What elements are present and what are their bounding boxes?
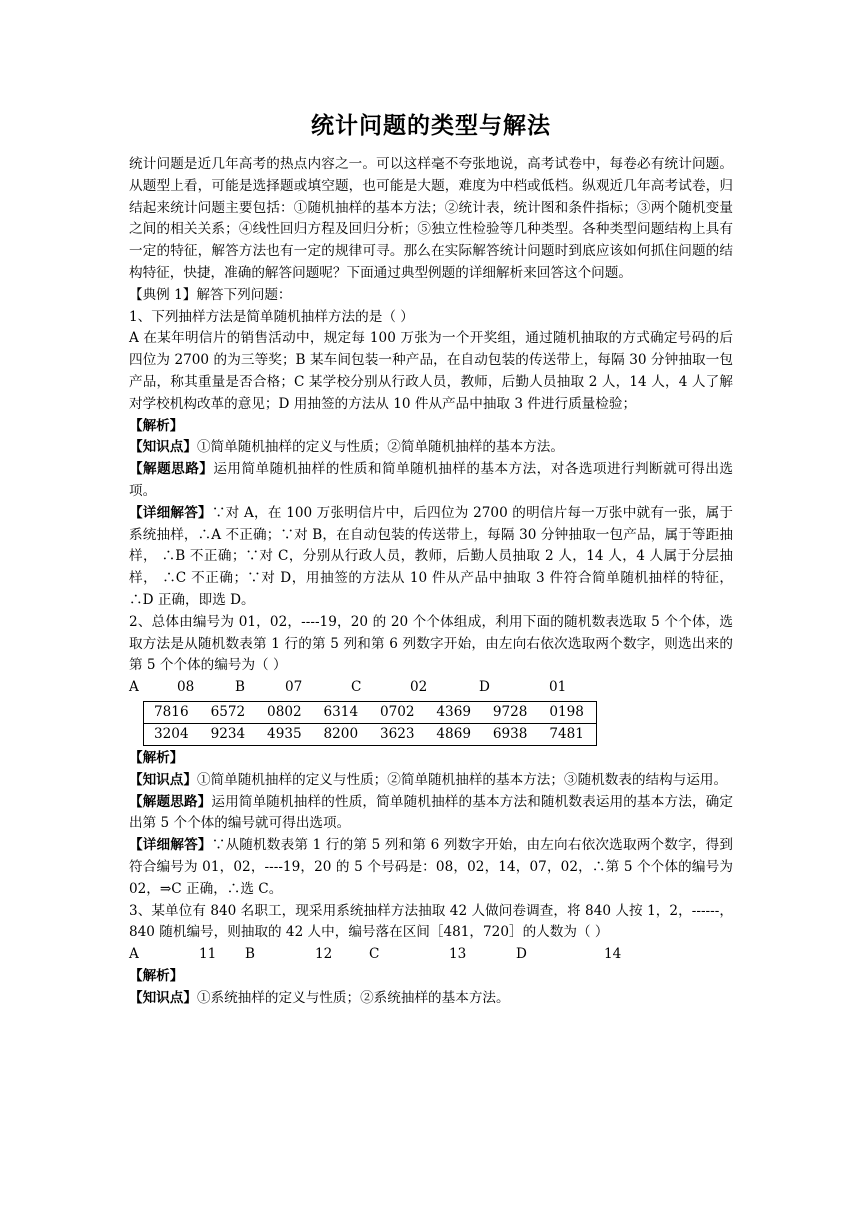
q1-idea-label: 【解题思路】 bbox=[129, 461, 214, 478]
table-cell: 9234 bbox=[210, 725, 246, 742]
table-cell: 6938 bbox=[492, 725, 528, 742]
table-cell: 7816 bbox=[144, 701, 201, 723]
table-cell: 0702 bbox=[370, 701, 426, 723]
table-row bbox=[144, 701, 597, 723]
q2-option-value-d: 01 bbox=[549, 679, 567, 696]
q3-option-value-d: 14 bbox=[604, 946, 622, 963]
table-cell: 7481 bbox=[549, 725, 584, 742]
document-page bbox=[129, 104, 733, 1009]
q2-knowledge-point bbox=[129, 770, 733, 792]
q3-analysis-heading: 【解析】 bbox=[129, 967, 184, 984]
q2-option-value-a: 08 bbox=[177, 679, 195, 696]
q2-options bbox=[129, 677, 733, 699]
q2-solution-idea bbox=[129, 792, 733, 836]
table-cell: 9728 bbox=[483, 701, 539, 723]
table-cell: 3204 bbox=[154, 725, 189, 742]
q2-option-value-c: 02 bbox=[410, 679, 428, 696]
table-cell: 0198 bbox=[539, 701, 596, 723]
table-cell: 3623 bbox=[379, 725, 415, 742]
q2-option-letter-c: C bbox=[351, 679, 362, 696]
q2-idea-text: 运用简单随机抽样的性质，简单随机抽样的基本方法和随机数表运用的基本方法，确定出第 5 个个体的编号就可得出选项。 bbox=[129, 793, 734, 832]
q1-detailed-answer bbox=[129, 503, 733, 612]
q3-option-letter-d: D bbox=[516, 946, 527, 963]
q1-analysis-heading: 【解析】 bbox=[129, 417, 184, 434]
document-title: 统计问题的类型与解法 bbox=[311, 113, 551, 139]
q3-option-value-a: 11 bbox=[199, 946, 217, 963]
q3-knowledge-text: ①系统抽样的定义与性质；②系统抽样的基本方法。 bbox=[196, 989, 510, 1006]
q1-knowledge-point bbox=[129, 437, 733, 459]
q2-option-letter-b: B bbox=[235, 679, 245, 696]
q1-stem: 1、下列抽样方法是简单随机抽样方法的是（ ） bbox=[129, 308, 414, 325]
q2-answer-label: 【详细解答】 bbox=[129, 837, 212, 854]
q2-option-letter-d: D bbox=[479, 679, 490, 696]
q3-option-value-c: 13 bbox=[449, 946, 467, 963]
q3-option-letter-a: A bbox=[129, 946, 139, 963]
q1-answer-label: 【详细解答】 bbox=[129, 504, 212, 521]
q1-idea-text: 运用简单随机抽样的性质和简单随机抽样的基本方法，对各选项进行判断就可得出选项。 bbox=[129, 461, 733, 499]
q3-option-letter-c: C bbox=[369, 946, 380, 963]
q3-option-value-b: 12 bbox=[315, 946, 333, 963]
table-cell: 0802 bbox=[257, 701, 313, 723]
q1-knowledge-text: ①简单随机抽样的定义与性质；②简单随机抽样的基本方法。 bbox=[196, 439, 564, 456]
q2-knowledge-label: 【知识点】 bbox=[129, 771, 197, 788]
q3-options bbox=[129, 944, 733, 966]
intro-paragraph: 统计问题是近几年高考的热点内容之一。可以这样毫不夸张地说，高考试卷中，每卷必有统计问题。从题型上看，可能是选择题或填空题，也可能是大题，难度为中档或低档。纵观近几年高考试卷，归结起来统计问题主要包括：①随机抽样的基本方法；②统计表，统计图和条件指标；③两个随机变量之间的相关关系；④线性回归方程及回归分析；⑤独立性检验等几种类型。各种类型问题结构上具有一定的特征，解答方法也有一定的规律可寻。那么在实际解答统计问题时到底应该如何抓住问题的结构特征，快捷，准确的解答问题呢？下面通过典型例题的详细解析来回答这个问题。 bbox=[129, 156, 733, 281]
q1-text: A 在某年明信片的销售活动中，规定每 100 万张为一个开奖组，通过随机抽取的方式确定号码的后四位为 2700 的为三等奖；B 某车间包装一种产品，在自动包装的传送带上，每隔 30 分钟抽取一包产品，称其重量是否合格；C 某学校分别从行政人员，教师，后勤人员抽取 2 人，14 人，4 人了解对学校机构改革的意见；D 用抽签的方法从 10 件从产品中抽取 3 件进行质量检验； bbox=[129, 330, 733, 412]
q2-stem: 2、总体由编号为 01，02，----19，20 的 20 个个体组成，利用下面的随机数表选取 5 个个体，选取方法是从随机数表第 1 行的第 5 列和第 6 列数字开始，由左向右依次选取两个数字，则选出来的第 5 个个体的编号为（ ） bbox=[129, 613, 733, 674]
table-cell: 6572 bbox=[201, 701, 257, 723]
random-number-table bbox=[143, 701, 597, 746]
table-row bbox=[144, 723, 597, 745]
table-cell: 6314 bbox=[314, 701, 370, 723]
table-cell: 4869 bbox=[436, 725, 472, 742]
q3-option-letter-b: B bbox=[245, 946, 255, 963]
q3-knowledge-label: 【知识点】 bbox=[129, 989, 197, 1006]
q3-knowledge-point bbox=[129, 988, 733, 1010]
q1-knowledge-label: 【知识点】 bbox=[129, 439, 197, 456]
q2-option-letter-a: A bbox=[129, 679, 139, 696]
table-cell: 8200 bbox=[323, 725, 359, 742]
q3-stem: 3、某单位有 840 名职工，现采用系统抽样方法抽取 42 人做问卷调查，将 840 人按 1，2，------，840 随机编号，则抽取的 42 人中，编号落在区间［481，720］的人数为（ ） bbox=[129, 902, 733, 941]
q1-answer-text: ∵对 A，在 100 万张明信片中，后四位为 2700 的明信片每一万张中就有一张，属于系统抽样，∴A 不正确；∵对 B，在自动包装的传送带上，每隔 30 分钟抽取一包产品，属于等距抽样， ∴B 不正确；∵对 C，分别从行政人员，教师，后勤人员抽取 2 人，14 人，4 人属于分层抽样， ∴C 不正确；∵对 D，用抽签的方法从 10 件从产品中抽取 3 件符合简单随机抽样的特征， ∴D 正确，即选 D。 bbox=[129, 504, 733, 608]
q2-answer-text: ∵从随机数表第 1 行的第 5 列和第 6 列数字开始，由左向右依次选取两个数字，得到符合编号为 01，02，----19，20 的 5 个号码是：08，02，14，07，02，∴第 5 个个体的编号为 02，⇒C 正确，∴选 C。 bbox=[129, 837, 734, 897]
q2-option-value-b: 07 bbox=[285, 679, 303, 696]
q2-detailed-answer bbox=[129, 835, 733, 900]
q2-analysis-heading: 【解析】 bbox=[129, 749, 184, 766]
q2-knowledge-text: ①简单随机抽样的定义与性质；②简单随机抽样的基本方法；③随机数表的结构与运用。 bbox=[196, 771, 728, 788]
table-cell: 4369 bbox=[426, 701, 482, 723]
table-cell: 4935 bbox=[267, 725, 302, 742]
q1-solution-idea bbox=[129, 459, 733, 503]
example-heading: 【典例 1】解答下列问题： bbox=[129, 286, 292, 303]
q2-idea-label: 【解题思路】 bbox=[129, 793, 212, 810]
